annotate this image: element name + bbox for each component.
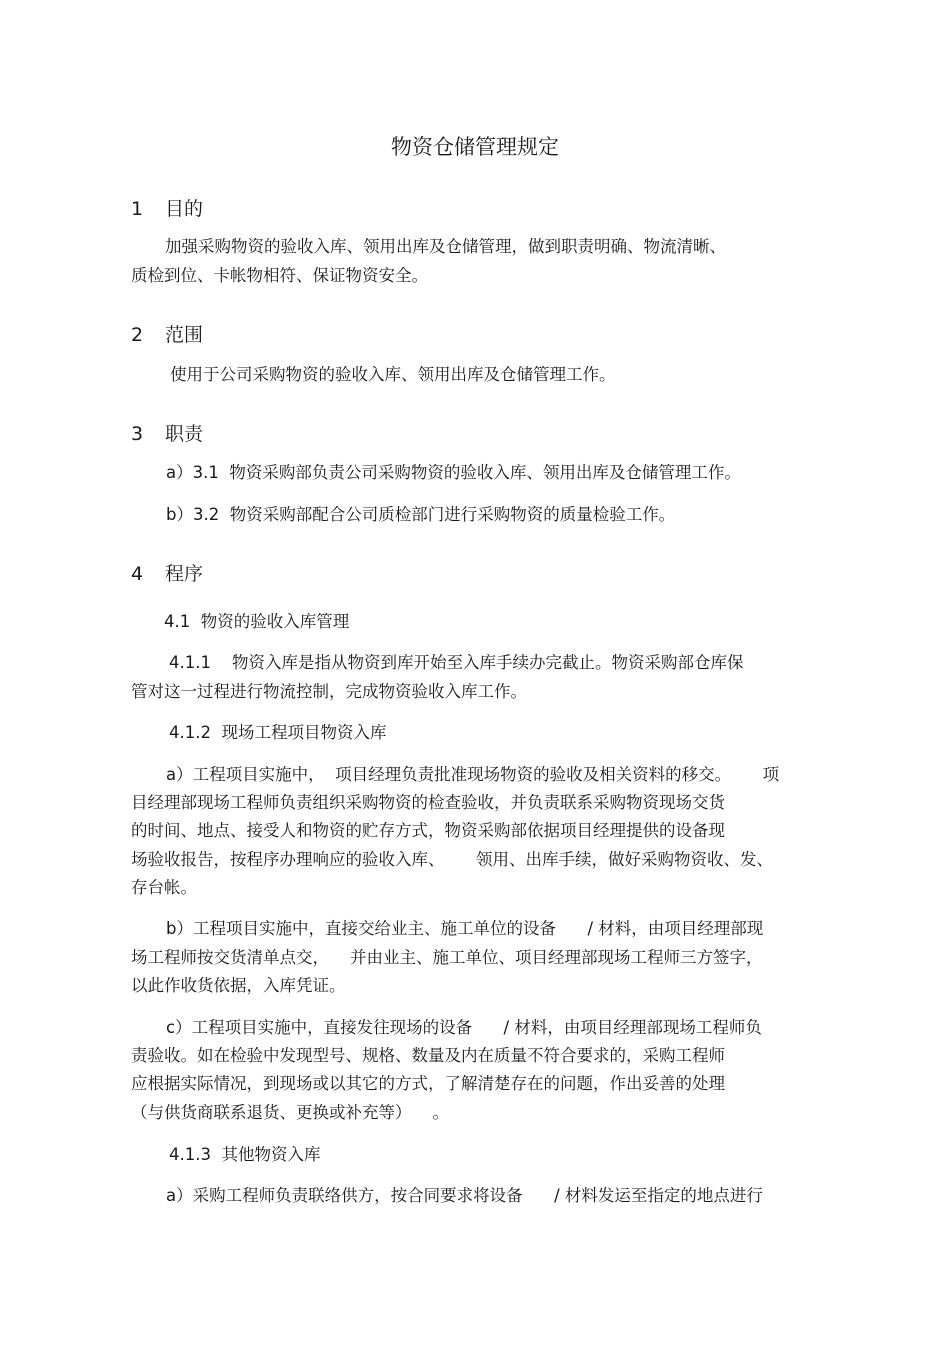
paragraph-line: 存台帐。: [131, 878, 197, 897]
paragraph-line: 使用于公司采购物资的验收入库、领用出库及仓储管理工作。: [170, 365, 616, 384]
paragraph-line: a）工程项目实施中， 项目经理负责批准现场物资的验收及相关资料的移交。 项: [166, 765, 780, 784]
page-title: 物资仓储管理规定: [391, 135, 559, 159]
paragraph-line: 目经理部现场工程师负责组织采购物资的检查验收，并负责联系采购物资现场交货: [131, 793, 725, 812]
paragraph-line: 管对这一过程进行物流控制，完成物资验收入库工作。: [131, 682, 527, 701]
section-number: 4: [131, 563, 144, 585]
section-heading-1: [131, 196, 203, 222]
subsection-heading: 4.1.2 现场工程项目物资入库: [169, 723, 387, 742]
subsection-heading: 4.1.3 其他物资入库: [169, 1145, 321, 1164]
section-heading-3: [131, 421, 203, 447]
section-number: 2: [131, 324, 144, 346]
section-number: 3: [131, 423, 144, 445]
section-number: 1: [131, 198, 144, 220]
section-title: 范围: [165, 324, 204, 346]
list-item: b）3.2 物资采购部配合公司质检部门进行采购物资的质量检验工作。: [166, 505, 676, 524]
paragraph-line: c）工程项目实施中，直接发往现场的设备 / 材料，由项目经理部现场工程师负: [166, 1018, 762, 1037]
section-title: 目的: [165, 198, 204, 220]
paragraph-line: 4.1.1 物资入库是指从物资到库开始至入库手续办完截止。物资采购部仓库保: [169, 653, 744, 672]
paragraph-line: 加强采购物资的验收入库、领用出库及仓储管理，做到职责明确、物流清晰、: [165, 237, 726, 256]
paragraph-line: （与供货商联系退货、更换或补充等） 。: [131, 1103, 449, 1122]
paragraph-line: 场验收报告，按程序办理响应的验收入库、 领用、出库手续，做好采购物资收、发、: [131, 850, 773, 869]
paragraph-line: 质检到位、卡帐物相符、保证物资安全。: [131, 266, 428, 285]
paragraph-line: 的时间、地点、接受人和物资的贮存方式，物资采购部依据项目经理提供的设备现: [131, 821, 725, 840]
paragraph-line: 应根据实际情况，到现场或以其它的方式，了解清楚存在的问题，作出妥善的处理: [131, 1074, 725, 1093]
paragraph-line: a）采购工程师负责联络供方，按合同要求将设备 / 材料发运至指定的地点进行: [166, 1186, 763, 1205]
section-title: 程序: [165, 563, 204, 585]
list-item: a）3.1 物资采购部负责公司采购物资的验收入库、领用出库及仓储管理工作。: [166, 463, 741, 482]
paragraph-line: 责验收。如在检验中发现型号、规格、数量及内在质量不符合要求的，采购工程师: [131, 1046, 725, 1065]
section-heading-2: [131, 322, 203, 348]
subsection-heading: 4.1 物资的验收入库管理: [164, 612, 350, 631]
section-title: 职责: [165, 423, 204, 445]
paragraph-line: 场工程师按交货清单点交， 并由业主、施工单位、项目经理部现场工程师三方签字，: [131, 948, 763, 967]
section-heading-4: [131, 561, 203, 587]
paragraph-line: 以此作收货依据，入库凭证。: [131, 976, 346, 995]
paragraph-line: b）工程项目实施中，直接交给业主、施工单位的设备 / 材料，由项目经理部现: [166, 919, 764, 938]
